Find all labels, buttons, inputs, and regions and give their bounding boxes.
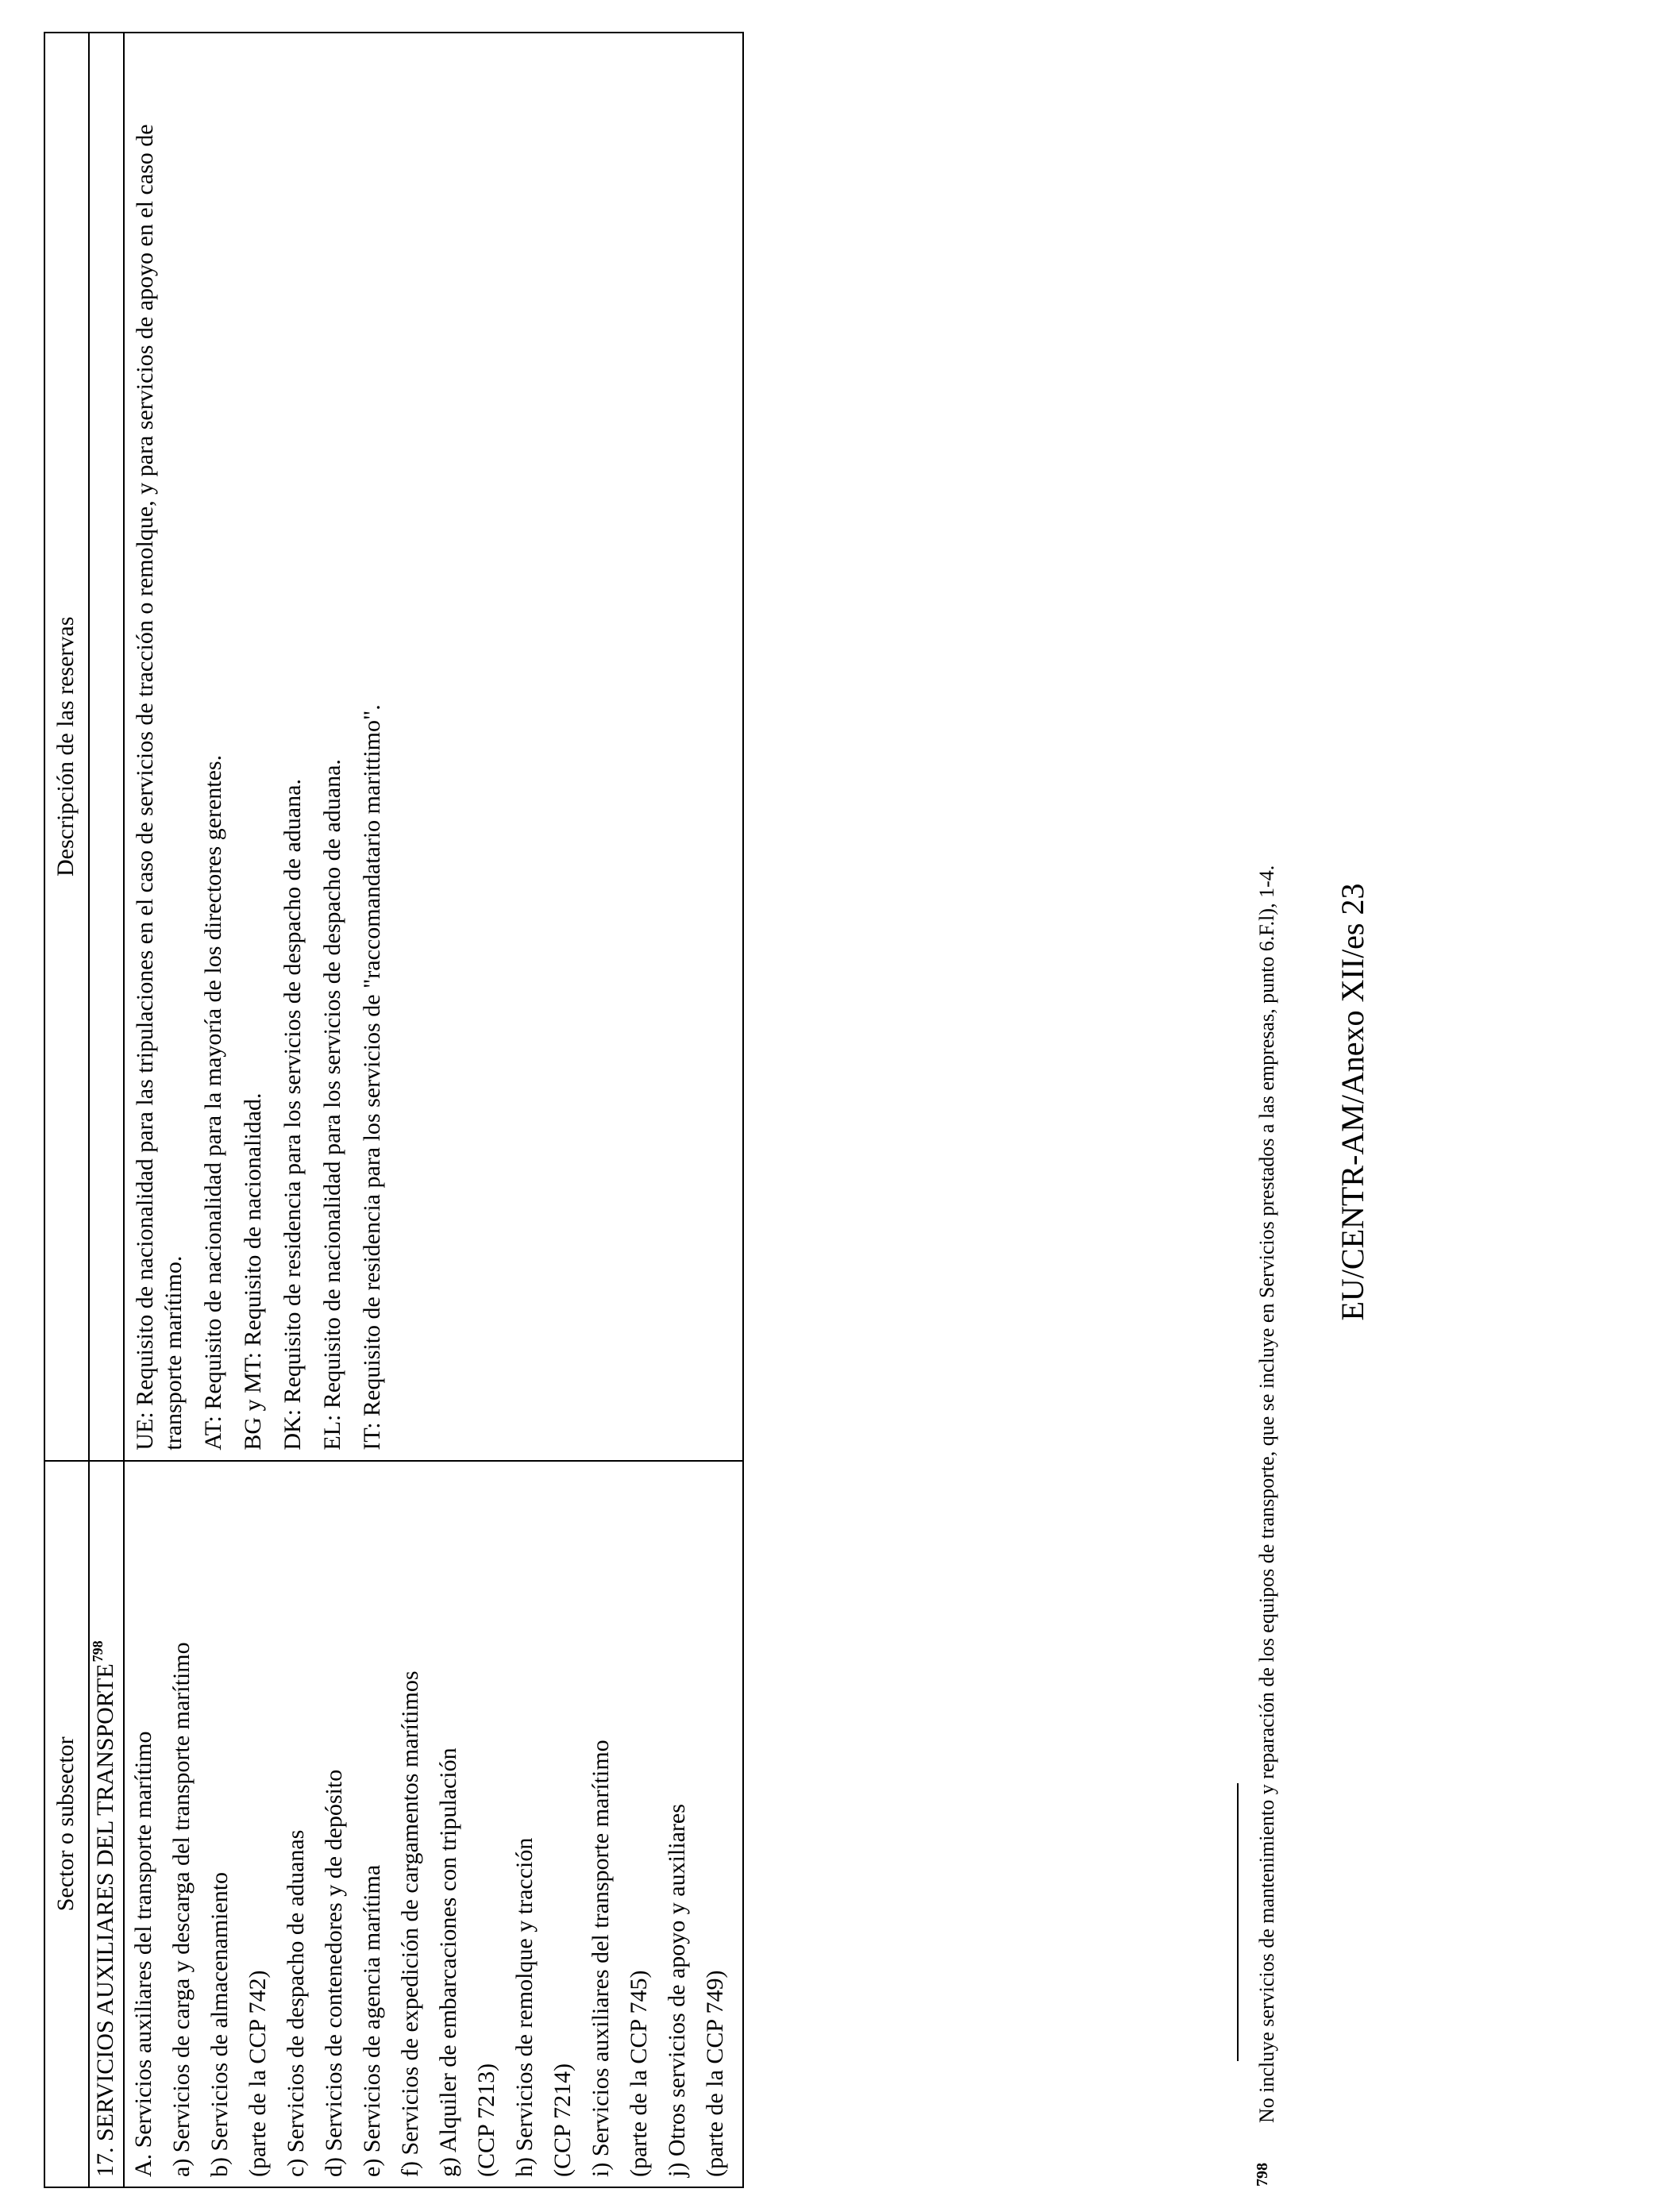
sector-line: (CCP 7214) [549, 2063, 576, 2177]
section-title-row [89, 33, 124, 2187]
description-line: IT: Requisito de residencia para los servicios de "raccomandatario marittimo". [359, 704, 385, 1451]
section-title-cell [89, 1461, 124, 2187]
sector-line: i) Servicios auxiliares del transporte marítimo [588, 1740, 614, 2177]
footnote-separator [1237, 1783, 1239, 2061]
sector-line: a) Servicios de carga y descarga del transporte marítimo [168, 1642, 195, 2177]
sector-line: g) Alquiler de embarcaciones con tripulación [435, 1747, 461, 2177]
section-title: 17. SERVICIOS AUXILIARES DEL TRANSPORTE [92, 1663, 118, 2177]
sector-line: f) Servicios de expedición de cargamentos marítimos [397, 1670, 423, 2177]
description-line: AT: Requisito de nacionalidad para la mayoría de los directores gerentes. [200, 754, 226, 1451]
page-footer-reference: EU/CENTR-AM/Anexo XII/es 23 [1335, 883, 1370, 1321]
description-line: EL: Requisito de nacionalidad para los servicios de despacho de aduana. [319, 759, 345, 1451]
table-header-row [44, 33, 89, 2187]
sector-line: b) Servicios de almacenamiento [206, 1871, 233, 2177]
sector-line: (parte de la CCP 749) [702, 1970, 728, 2177]
section-title-empty-cell [89, 33, 124, 1461]
description-line: DK: Requisito de residencia para los servicios de despacho de aduana. [279, 779, 306, 1451]
description-line: BG y MT: Requisito de nacionalidad. [240, 1092, 266, 1451]
footnote-text: No incluye servicios de mantenimiento y reparación de los equipos de transporte, que se incluye en Servicios prestados a las empresas, punto 6.F.l), 1-4. [1255, 865, 1278, 2123]
sector-cell [124, 1461, 743, 2187]
sector-line: (parte de la CCP 742) [245, 1970, 271, 2177]
table-row [124, 33, 743, 2187]
description-cell [124, 33, 743, 1461]
sector-line: A. Servicios auxiliares del transporte marítimo [130, 1731, 156, 2177]
sector-line: (CCP 7213) [473, 2063, 499, 2177]
sector-line: e) Servicios de agencia marítima [359, 1864, 385, 2177]
column-header-description: Descripción de las reservas [44, 33, 89, 1461]
reservations-table [44, 32, 744, 2188]
footnote-reference: 798 [90, 1640, 106, 1663]
sector-line: d) Servicios de contenedores y de depósito [321, 1769, 347, 2177]
sector-line: j) Otros servicios de apoyo y auxiliares [664, 1804, 690, 2177]
footnote-number: 798 [1254, 2163, 1271, 2187]
sector-line: (parte de la CCP 745) [626, 1970, 652, 2177]
footnote [1255, 43, 1279, 2187]
column-header-sector: Sector o subsector [44, 1461, 89, 2187]
sector-line: c) Servicios de despacho de aduanas [283, 1829, 309, 2177]
sector-line: h) Servicios de remolque y tracción [511, 1837, 538, 2177]
description-line: UE: Requisito de nacionalidad para las tripulaciones en el caso de servicios de tracción o remolque, y para servicios de apoyo en el caso de transporte marítimo. [132, 124, 187, 1451]
